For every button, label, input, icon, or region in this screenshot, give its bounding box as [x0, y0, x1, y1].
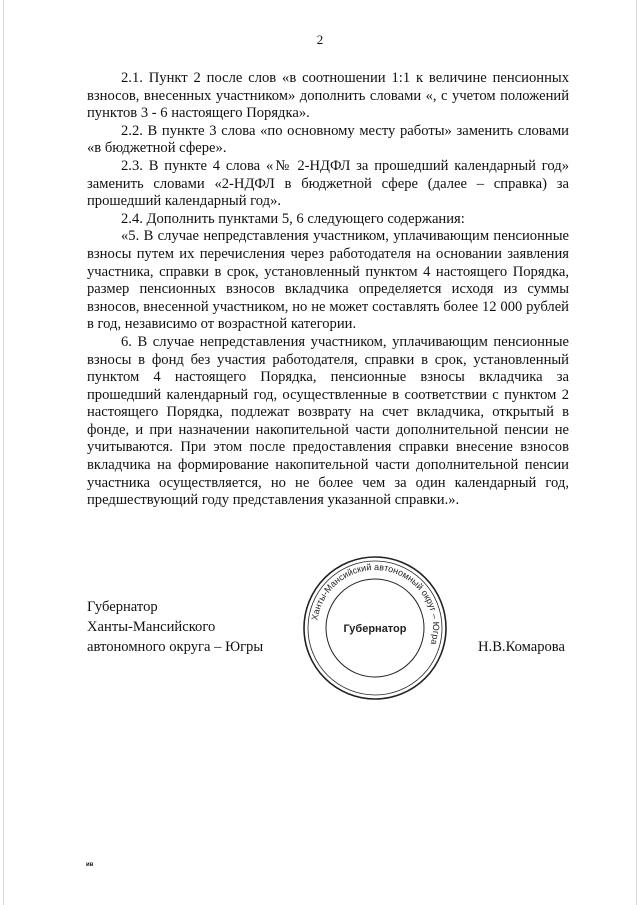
- scan-edge-left: [3, 0, 4, 905]
- position-line-1: Губернатор: [87, 599, 158, 615]
- footer-initials: ив: [86, 862, 94, 868]
- paragraph-2-4: 2.4. Дополнить пунктами 5, 6 следующего содержания:: [121, 210, 465, 227]
- paragraph-2-1: 2.1. Пункт 2 после слов «в соотношении 1:1 к величине пенсионных взносов, внесенных участником» дополнить словами «, с учетом положений пунктов 3 - 6 настоящего Порядка».: [87, 70, 569, 122]
- signatory-name: Н.В.Комарова: [478, 639, 565, 655]
- position-line-2: Ханты-Мансийского: [87, 619, 216, 635]
- paragraph-2-2: 2.2. В пункте 3 слова «по основному месту работы» заменить словами «в бюджетной сфере».: [87, 122, 569, 157]
- official-seal: [300, 553, 450, 703]
- scan-edge-right: [636, 0, 637, 905]
- paragraph-2-3: 2.3. В пункте 4 слова «№ 2-НДФЛ за прошедший календарный год» заменить словами «2-НДФЛ в бюджетной сфере (далее – справка) за прошедший календарный год».: [87, 157, 569, 210]
- page-number: 2: [316, 32, 324, 47]
- signatory-position: [87, 597, 263, 657]
- seal-ring-text: Ханты-Мансийский автономный округ – Югра: [309, 561, 442, 646]
- paragraph-5: «5. В случае непредставления участником, уплачивающим пенсионные взносы путем их перечисления через работодателя на основании заявления участника, справки в срок, установленный пунктом 4 настоящего Порядка, размер пенсионных взносов вкладчика определяется исходя из суммы взносов, внесенной участником, но не может составлять более 12 000 рублей в год, независимо от возрастной категории.: [87, 228, 569, 333]
- position-line-3: автономного округа – Югры: [87, 639, 264, 655]
- paragraph-6: 6. В случае непредставления участником, уплачивающим пенсионные взносы в фонд без участия работодателя, справки в срок, установленный пунктом 4 настоящего Порядка, пенсионные взносы вкладчика за прошедший календарный год, осуществленные в соответствии с пунктом 2 настоящего Порядка, подлежат возврату на счет вкладчика, открытый в фонде, и при назначении накопительной части дополнительной пенсии не учитываются. При этом после предоставления справки внесение взносов вкладчика на формирование накопительной части дополнительной пенсии участника осуществляется, но не более чем за один календарный год, предшествующий году представления указанной справки.».: [87, 333, 569, 509]
- seal-center-text: Губернатор: [343, 623, 407, 635]
- document-body: [87, 70, 569, 510]
